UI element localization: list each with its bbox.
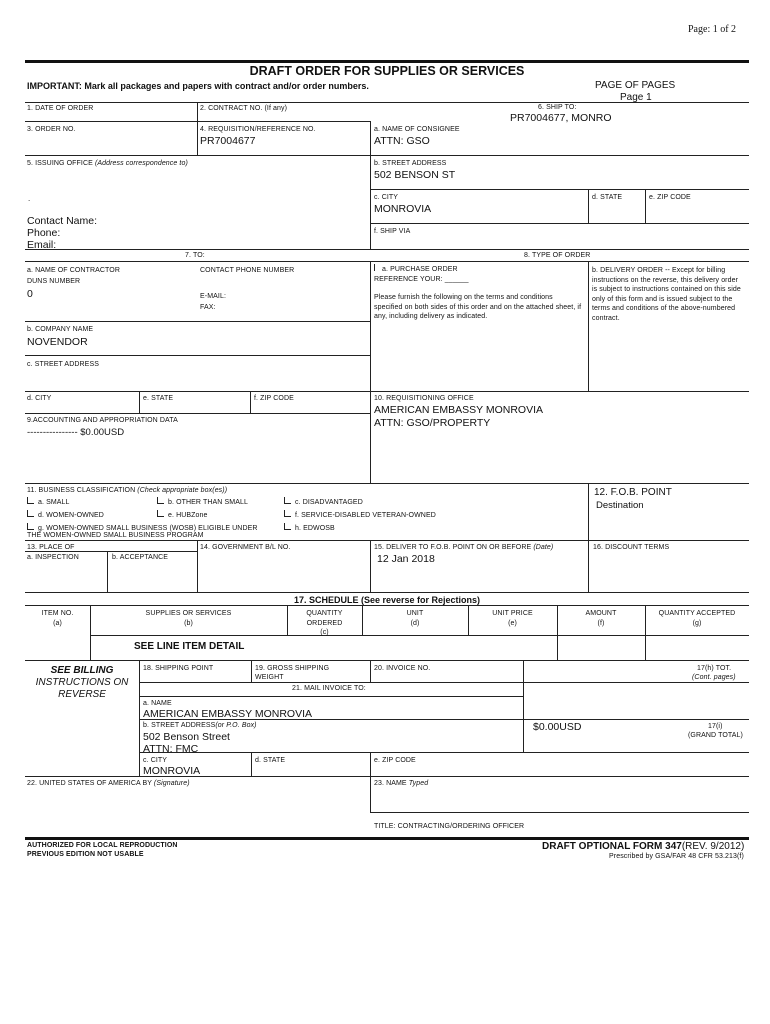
page-label: Page: 1 of 2 xyxy=(688,24,737,35)
rule xyxy=(139,752,749,753)
checkbox-icon xyxy=(27,497,34,504)
contact-phone-label: CONTACT PHONE NUMBER xyxy=(200,267,295,274)
rule xyxy=(370,812,749,813)
hubzone-label: e. HUBZone xyxy=(168,512,208,519)
signature-note: (Signature) xyxy=(153,780,190,787)
purchase-order-checkbox[interactable] xyxy=(374,264,458,273)
rule xyxy=(588,189,589,223)
col-qa-l1: QUANTITY ACCEPTED xyxy=(658,610,736,617)
wosb-program-label: THE WOMEN-OWNED SMALL BUSINESS PROGRAM xyxy=(27,532,204,539)
checkbox-other-than-small[interactable] xyxy=(157,497,248,506)
rule xyxy=(251,660,252,682)
company-name-label: b. COMPANY NAME xyxy=(27,326,94,333)
rule xyxy=(25,551,197,552)
mail-attn-value: ATTN: FMC xyxy=(143,743,199,755)
checkbox-service-disabled[interactable] xyxy=(284,510,436,519)
gross-weight-label: 19. GROSS SHIPPING xyxy=(255,665,330,672)
requisitioning-office-label: 10. REQUISITIONING OFFICE xyxy=(374,395,474,402)
rule xyxy=(25,605,749,606)
billing-instructions: INSTRUCTIONS ON xyxy=(35,677,129,688)
footer-form-name xyxy=(542,841,744,852)
checkbox-edwosb[interactable] xyxy=(284,523,335,532)
checkbox-icon xyxy=(157,510,164,517)
rule xyxy=(370,261,371,483)
rule xyxy=(370,223,749,224)
rule xyxy=(107,551,108,592)
rule xyxy=(370,155,749,156)
col-unit-price-l1: UNIT PRICE xyxy=(492,610,533,617)
rule xyxy=(370,189,749,190)
col-amount-l1: AMOUNT xyxy=(585,610,617,617)
edwosb-label: h. EDWOSB xyxy=(295,525,335,532)
col-quantity xyxy=(287,609,362,638)
gov-bl-label: 14. GOVERNMENT B/L NO. xyxy=(200,544,291,551)
col-quantity-l1: QUANTITY xyxy=(306,610,343,617)
deliver-by-label xyxy=(374,544,553,551)
rule xyxy=(523,719,749,720)
rule xyxy=(25,483,749,484)
mail-city-label: c. CITY xyxy=(143,757,168,764)
footer-rev: (REV. 9/2012) xyxy=(681,841,745,852)
mail-name-value: AMERICAN EMBASSY MONROVIA xyxy=(143,708,313,720)
checkbox-wosb[interactable] xyxy=(27,523,258,532)
col-supplies xyxy=(90,609,287,628)
accounting-value: ---------------- $0.00USD xyxy=(27,427,125,438)
duns-label: DUNS NUMBER xyxy=(27,278,81,285)
rule xyxy=(25,391,749,392)
rule xyxy=(139,682,749,683)
issuing-office-dot: . xyxy=(28,194,31,203)
rule xyxy=(250,391,251,413)
name-typed-note: Typed xyxy=(408,780,429,787)
accounting-label: 9.ACCOUNTING AND APPROPRIATION DATA xyxy=(27,417,178,424)
col-quantity-l2: ORDERED xyxy=(306,619,343,627)
page-number: Page 1 xyxy=(620,92,652,103)
rule xyxy=(139,696,523,697)
fob-point-label: 12. F.O.B. POINT xyxy=(594,487,672,498)
consignee-value: ATTN: GSO xyxy=(374,135,430,147)
fax-field-label: FAX: xyxy=(200,304,216,311)
col-unit xyxy=(362,609,468,628)
title-top-rule xyxy=(25,60,749,63)
requisitioning-office-value: AMERICAN EMBASSY MONROVIA xyxy=(374,404,544,416)
col-quantity-l3: (c) xyxy=(320,629,329,636)
ship-to-label: 6. SHIP TO: xyxy=(538,104,577,111)
col-amount-l2: (f) xyxy=(597,619,605,627)
checkbox-icon xyxy=(284,497,291,504)
rule xyxy=(139,391,140,413)
mail-name-label: a. NAME xyxy=(143,700,172,707)
city-label: c. CITY xyxy=(374,194,399,201)
delivery-order-text: b. DELIVERY ORDER -- Except for billing instructions on the reverse, this delivery order is subject to instructions contained on this side only of this form and is issued subject to the terms and conditions of the above-numbered contract. xyxy=(592,267,741,322)
total-amount: $0.00USD xyxy=(533,721,582,733)
rule xyxy=(25,102,749,103)
purchase-order-text: Please furnish the following on the terms and conditions specified on both sides of this order and on the attached sheet, if any, including delivery as indicated. xyxy=(374,294,582,320)
col-item-no xyxy=(25,609,90,628)
mail-invoice-label: 21. MAIL INVOICE TO: xyxy=(292,685,366,692)
col-unit-l2: (d) xyxy=(410,619,420,627)
checkbox-small[interactable] xyxy=(27,497,70,506)
to-label: 7. TO: xyxy=(185,252,205,259)
rule xyxy=(588,483,589,592)
mail-zip-label: e. ZIP CODE xyxy=(374,757,416,764)
email-label: Email: xyxy=(27,239,57,251)
checkbox-hubzone[interactable] xyxy=(157,510,208,519)
rule xyxy=(25,540,749,541)
date-of-order-label: 1. DATE OF ORDER xyxy=(27,105,94,112)
street-address-value: 502 BENSON ST xyxy=(374,169,456,181)
issuing-office-label xyxy=(27,160,188,167)
rule xyxy=(523,660,524,752)
rule xyxy=(588,261,589,391)
signature-label xyxy=(27,780,190,787)
name-typed-label xyxy=(374,780,428,787)
rule xyxy=(197,102,198,155)
checkbox-icon xyxy=(27,510,34,517)
checkbox-icon xyxy=(157,497,164,504)
checkbox-women-owned[interactable] xyxy=(27,510,104,519)
type-of-order-label: 8. TYPE OF ORDER xyxy=(524,252,591,259)
rule xyxy=(25,261,749,262)
billing-reverse: REVERSE xyxy=(58,689,106,700)
disadvantaged-label: c. DISADVANTAGED xyxy=(295,499,363,506)
contractor-city-label: d. CITY xyxy=(27,395,52,402)
mail-street-text: b. STREET ADDRESS xyxy=(143,722,216,729)
wosb-label: g. WOMEN-OWNED SMALL BUSINESS (WOSB) ELIGIBLE UNDER xyxy=(38,525,258,532)
state-label: d. STATE xyxy=(592,194,623,201)
contractor-name-label: a. NAME OF CONTRACTOR xyxy=(27,267,120,274)
small-label: a. SMALL xyxy=(38,499,70,506)
form-title: DRAFT ORDER FOR SUPPLIES OR SERVICES xyxy=(249,64,525,78)
rule xyxy=(25,776,749,777)
col-qa-l2: (g) xyxy=(692,619,702,627)
rule xyxy=(251,752,252,776)
discount-terms-label: 16. DISCOUNT TERMS xyxy=(593,544,670,551)
contractor-zip-label: f. ZIP CODE xyxy=(254,395,294,402)
rule xyxy=(25,321,370,322)
checkbox-disadvantaged[interactable] xyxy=(284,497,363,506)
see-billing: SEE BILLING xyxy=(50,665,114,676)
mail-street-label xyxy=(143,722,257,729)
mail-city-value: MONROVIA xyxy=(143,765,201,777)
rule xyxy=(25,413,370,414)
deliver-by-note: (Date) xyxy=(533,544,554,551)
rule xyxy=(370,660,371,682)
mail-street-note: (or P.O. Box) xyxy=(215,722,257,729)
place-of-label: 13. PLACE OF xyxy=(27,544,75,551)
rule xyxy=(139,660,140,776)
other-than-small-label: b. OTHER THAN SMALL xyxy=(168,499,248,506)
col-supplies-l2: (b) xyxy=(184,619,193,627)
zip-label: e. ZIP CODE xyxy=(649,194,691,201)
inspection-label: a. INSPECTION xyxy=(27,554,79,561)
line-item-detail: SEE LINE ITEM DETAIL xyxy=(134,641,245,652)
duns-value: 0 xyxy=(27,288,33,300)
purchase-order-label: a. PURCHASE ORDER xyxy=(382,266,458,273)
email-field-label: E-MAIL: xyxy=(200,293,226,300)
shipping-point-label: 18. SHIPPING POINT xyxy=(143,665,214,672)
business-class-label xyxy=(27,487,227,494)
requisition-value: PR7004677 xyxy=(200,135,256,147)
issuing-office-text: 5. ISSUING OFFICE xyxy=(27,160,93,167)
order-no-label: 3. ORDER NO. xyxy=(27,126,76,133)
rule xyxy=(25,155,370,156)
business-class-text: 11. BUSINESS CLASSIFICATION xyxy=(27,487,136,494)
contractor-street-label: c. STREET ADDRESS xyxy=(27,361,99,368)
col-unit-price-l2: (e) xyxy=(508,619,517,627)
mail-state-label: d. STATE xyxy=(255,757,286,764)
phone-label: Phone: xyxy=(27,227,61,239)
invoice-no-label: 20. INVOICE NO. xyxy=(374,665,431,672)
footer-prescribed: Prescribed by GSA/FAR 48 CFR 53.213(f) xyxy=(609,853,744,860)
company-name-value: NOVENDOR xyxy=(27,336,88,348)
reference-label: REFERENCE YOUR: ______ xyxy=(374,276,469,283)
business-class-note: (Check appropriate box(es)) xyxy=(137,487,228,494)
ship-to-value: PR7004677, MONRO xyxy=(510,112,612,124)
col-item-no-l1: ITEM NO. xyxy=(41,610,74,617)
col-unit-price xyxy=(468,609,557,628)
footer-reproduction: AUTHORIZED FOR LOCAL REPRODUCTION xyxy=(27,842,178,849)
requisitioning-office-attn: ATTN: GSO/PROPERTY xyxy=(374,417,491,429)
checkbox-icon xyxy=(27,523,34,530)
rule xyxy=(197,540,198,592)
schedule-title: 17. SCHEDULE (See reverse for Rejections) xyxy=(293,595,481,605)
total-note: (Cont. pages) xyxy=(692,674,736,681)
street-address-label: b. STREET ADDRESS xyxy=(374,160,447,167)
rule xyxy=(370,540,371,592)
rule xyxy=(90,635,749,636)
deliver-by-value: 12 Jan 2018 xyxy=(377,553,435,565)
rule xyxy=(25,660,749,661)
service-disabled-label: f. SERVICE-DISABLED VETERAN-OWNED xyxy=(295,512,436,519)
signature-text: 22. UNITED STATES OF AMERICA BY xyxy=(27,780,152,787)
col-amount xyxy=(557,609,645,628)
gross-weight-label-2: WEIGHT xyxy=(255,674,284,681)
checkbox-icon xyxy=(284,510,291,517)
rule xyxy=(645,189,646,223)
checkbox-icon xyxy=(284,523,291,530)
issuing-office-note: (Address correspondence to) xyxy=(94,160,188,167)
grand-total-label: 17(i) xyxy=(708,723,723,730)
contract-no-label: 2. CONTRACT NO. (If any) xyxy=(200,105,288,112)
contact-name-label: Contact Name: xyxy=(27,215,98,227)
grand-total-note: (GRAND TOTAL) xyxy=(688,732,743,739)
women-owned-label: d. WOMEN-OWNED xyxy=(38,512,104,519)
page-of-pages: PAGE OF PAGES xyxy=(595,80,676,91)
col-unit-l1: UNIT xyxy=(406,610,424,617)
footer-rule xyxy=(25,837,749,840)
consignee-label: a. NAME OF CONSIGNEE xyxy=(374,126,460,133)
acceptance-label: b. ACCEPTANCE xyxy=(112,554,169,561)
total-label: 17(h) TOT. xyxy=(697,665,732,672)
footer-previous-edition: PREVIOUS EDITION NOT USABLE xyxy=(27,851,144,858)
footer-form-text: DRAFT OPTIONAL FORM 347 xyxy=(542,841,682,852)
rule xyxy=(370,121,371,249)
officer-title: TITLE: CONTRACTING/ORDERING OFFICER xyxy=(374,823,525,830)
col-quantity-accepted xyxy=(645,609,749,628)
fob-point-value: Destination xyxy=(596,500,644,511)
col-supplies-l1: SUPPLIES OR SERVICES xyxy=(145,610,232,617)
requisition-label: 4. REQUISITION/REFERENCE NO. xyxy=(200,126,316,133)
city-value: MONROVIA xyxy=(374,203,432,215)
ship-via-label: f. SHIP VIA xyxy=(374,228,411,235)
deliver-by-text: 15. DELIVER TO F.O.B. POINT ON OR BEFORE xyxy=(374,544,532,551)
mail-street-value: 502 Benson Street xyxy=(143,731,230,743)
important-note: IMPORTANT: Mark all packages and papers with contract and/or order numbers. xyxy=(27,81,369,91)
contractor-state-label: e. STATE xyxy=(143,395,174,402)
rule xyxy=(370,752,371,812)
rule xyxy=(25,592,749,593)
rule xyxy=(25,355,370,356)
rule xyxy=(25,249,749,250)
col-item-no-l2: (a) xyxy=(53,619,62,627)
name-typed-text: 23. NAME xyxy=(374,780,407,787)
